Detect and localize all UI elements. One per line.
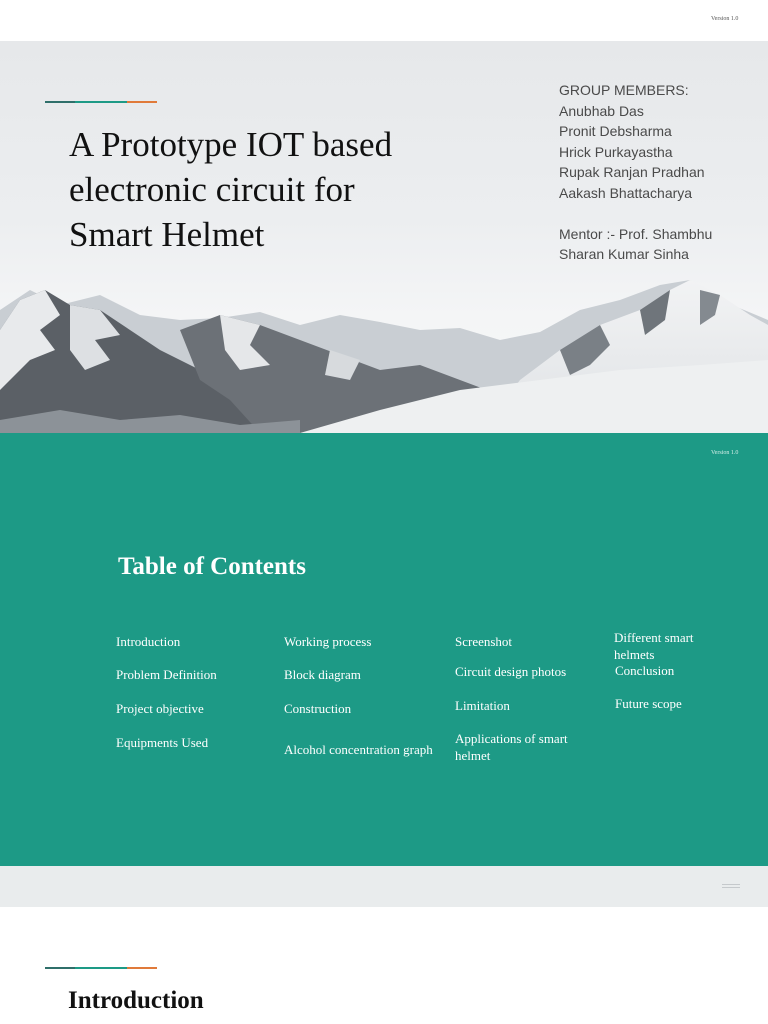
- slide-separator: [0, 866, 768, 907]
- member-name: Aakash Bhattacharya: [559, 184, 693, 201]
- toc-item: Limitation: [455, 698, 510, 713]
- accent-line-segment: [45, 101, 75, 103]
- group-members-heading: GROUP MEMBERS:: [559, 82, 689, 98]
- menu-icon[interactable]: [722, 884, 740, 890]
- group-members-block: [559, 80, 759, 265]
- accent-line-segment: [127, 101, 157, 103]
- mentor-line: Sharan Kumar Sinha: [559, 246, 689, 263]
- accent-line-segment: [127, 967, 157, 969]
- version-label: Version 1.0: [711, 450, 739, 456]
- toc-item: Project objective: [116, 701, 204, 716]
- toc-item: Applications of smart helmet: [455, 731, 568, 763]
- toc-item: Screenshot: [455, 634, 513, 649]
- toc-item: Problem Definition: [116, 667, 217, 682]
- member-name: Pronit Debsharma: [559, 123, 672, 140]
- toc-item: Equipments Used: [116, 735, 209, 750]
- mountain-landscape-image: [0, 270, 768, 433]
- title-line: Smart Helmet: [69, 215, 265, 254]
- toc-item: Block diagram: [284, 667, 361, 682]
- accent-line-segment: [75, 967, 127, 969]
- title-line: A Prototype IOT based: [69, 125, 393, 164]
- toc-title: Table of Contents: [118, 553, 306, 580]
- member-name: Rupak Ranjan Pradhan: [559, 164, 705, 181]
- introduction-slide: [0, 907, 768, 1024]
- toc-item: Alcohol concentration graph: [284, 742, 433, 757]
- version-label: Version 1.0: [711, 16, 739, 22]
- accent-line-segment: [45, 967, 75, 969]
- toc-item: Conclusion: [615, 663, 675, 678]
- toc-item: Construction: [284, 701, 352, 716]
- title-line: electronic circuit for: [69, 170, 355, 209]
- table-of-contents-slide: [0, 433, 768, 866]
- toc-item: Future scope: [615, 696, 682, 711]
- title-slide: [0, 0, 768, 433]
- member-name: Anubhab Das: [559, 102, 644, 119]
- toc-item: Circuit design photos: [455, 664, 567, 679]
- toc-item: Introduction: [116, 634, 181, 649]
- toc-item: Working process: [284, 634, 372, 649]
- presentation-title: [69, 122, 469, 257]
- introduction-title: Introduction: [68, 987, 204, 1014]
- toc-item: Different smart helmets: [614, 630, 694, 662]
- member-name: Hrick Purkayastha: [559, 143, 673, 160]
- accent-line-segment: [75, 101, 127, 103]
- mentor-line: Mentor :- Prof. Shambhu: [559, 225, 713, 242]
